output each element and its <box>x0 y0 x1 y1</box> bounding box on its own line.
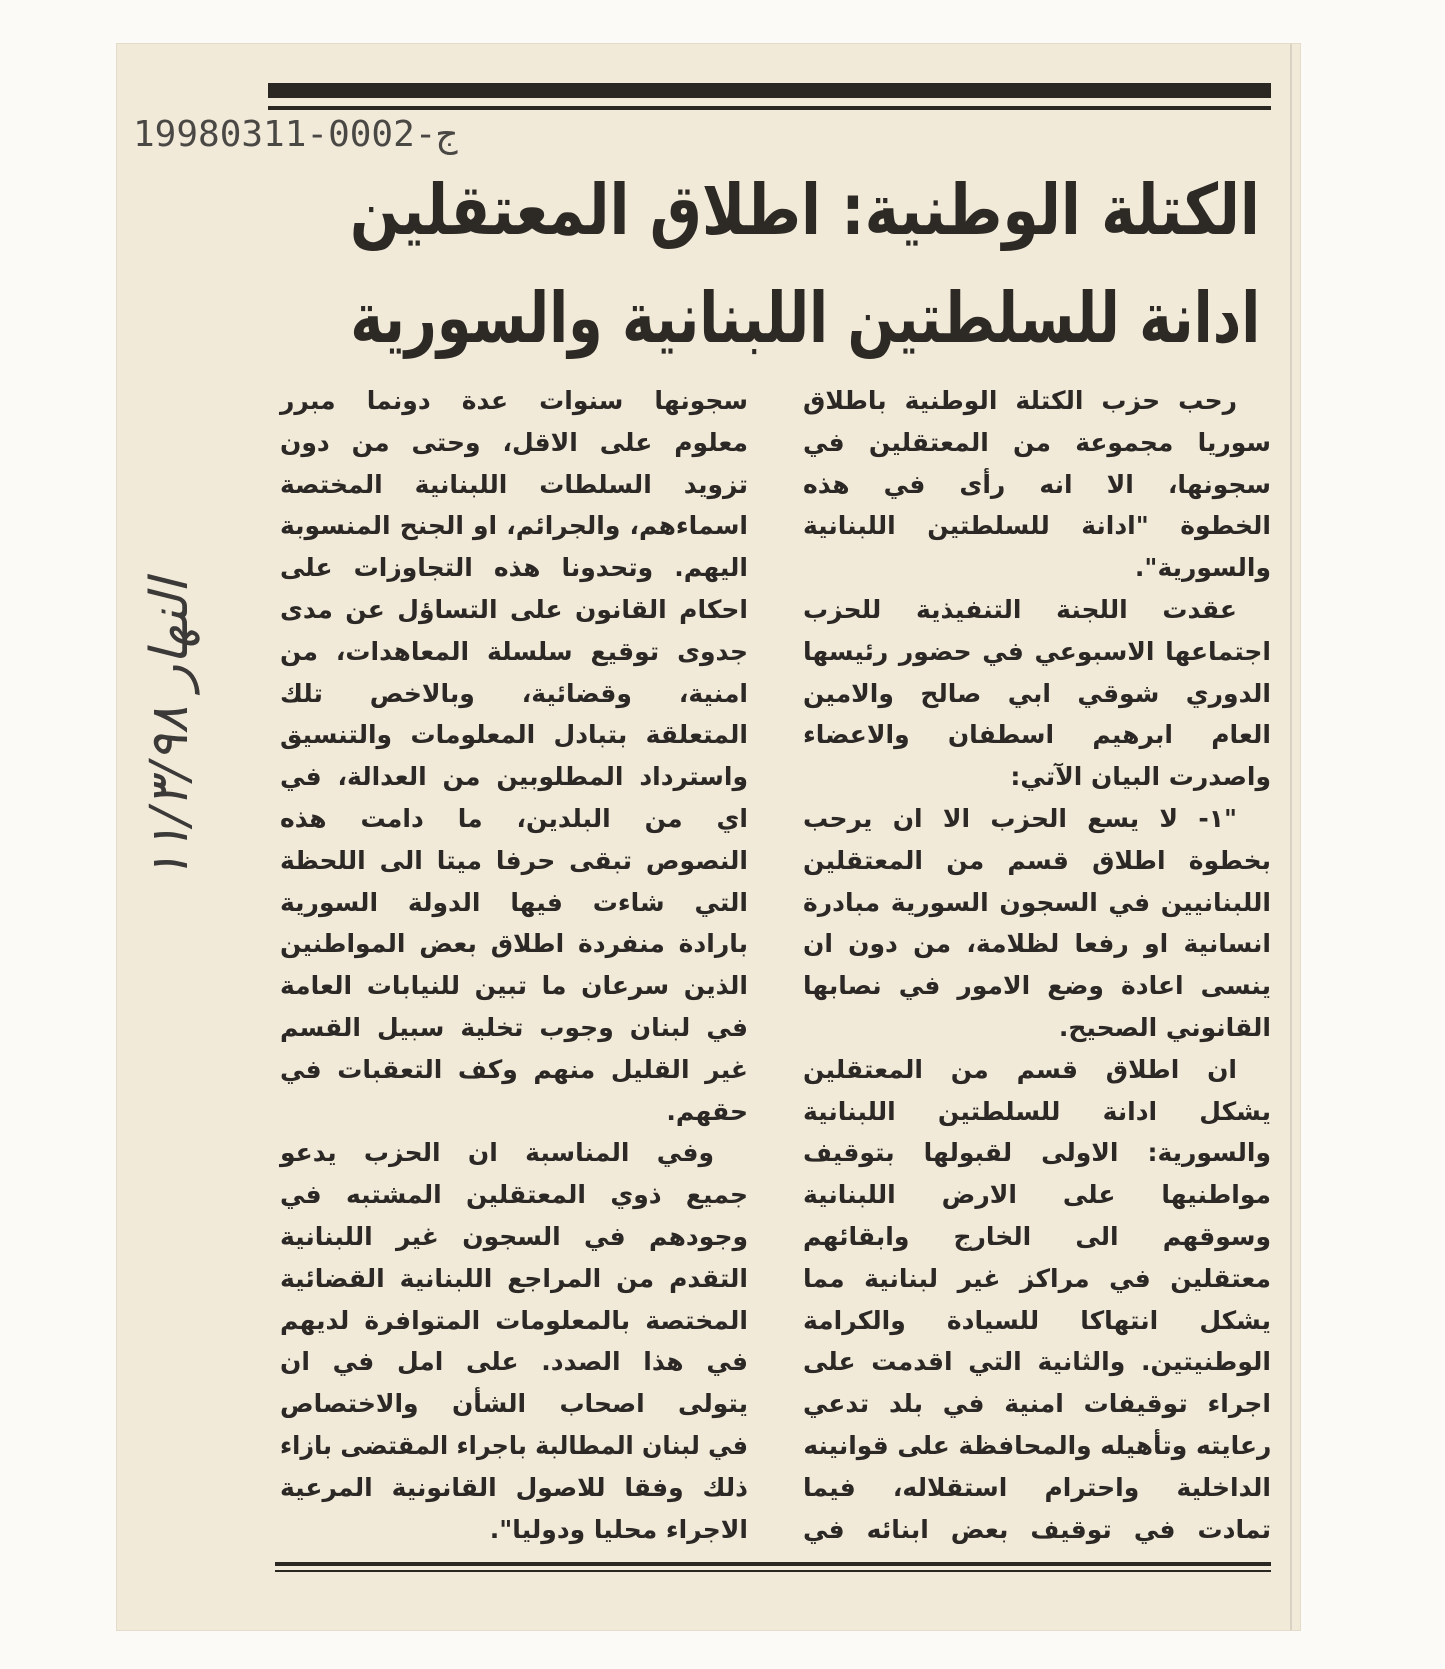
article-text-line: وسوقهم الى الخارج وابقائهم <box>803 1221 1271 1251</box>
article-text-line: جميع ذوي المعتقلين المشتبه في <box>280 1180 748 1210</box>
article-text-line: اي من البلدين، ما دامت هذه <box>280 803 748 833</box>
article-text-line: والسورية". <box>1134 553 1271 583</box>
top-rule-thin <box>268 106 1271 110</box>
article-text-line: سوريا مجموعة من المعتقلين في <box>803 427 1271 457</box>
article-text-line: والسورية: الاولى لقبولها بتوقيف <box>803 1138 1271 1168</box>
bottom-rule-thin <box>275 1570 1271 1572</box>
article-text-line: اليهم. وتحدونا هذه التجاوزات على <box>280 553 748 583</box>
article-text-line: في هذا الصدد. على امل في ان <box>280 1347 748 1377</box>
article-text-line: يتولى اصحاب الشأن والاختصاص <box>280 1389 748 1419</box>
article-text-line: تزويد السلطات اللبنانية المختصة <box>280 469 748 499</box>
article-text-line: انسانية او رفعا لظلامة، من دون ان <box>803 929 1271 959</box>
article-text-line: واسترداد المطلوبين من العدالة، في <box>280 762 748 792</box>
article-text-line: القانوني الصحيح. <box>1058 1012 1271 1042</box>
clipping-edge <box>1290 44 1292 1630</box>
article-text-line: بارادة منفردة اطلاق بعض المواطنين <box>280 929 748 959</box>
article-text-line: الخطوة "ادانة للسلطتين اللبنانية <box>803 511 1271 541</box>
article-text-line: سجونها، الا انه رأى في هذه <box>803 469 1271 499</box>
article-text-line: احكام القانون على التساؤل عن مدى <box>280 594 748 624</box>
article-text-line-content: في لبنان المطالبة باجراء المقتضى بازاء <box>279 1430 748 1460</box>
article-text-line <box>280 1425 748 1467</box>
article-column-left <box>280 380 748 1550</box>
article-column-right <box>803 380 1271 1550</box>
article-text-line: الداخلية واحترام استقلاله، فيما <box>803 1472 1271 1502</box>
article-text-line: بخطوة اطلاق قسم من المعتقلين <box>803 845 1271 875</box>
article-text-line: مواطنيها على الارض اللبنانية <box>803 1180 1271 1210</box>
article-text-line: واصدرت البيان الآتي: <box>1010 762 1271 792</box>
article-text-line: سجونها سنوات عدة دونما مبرر <box>280 386 748 415</box>
article-text-line: التي شاءت فيها الدولة السورية <box>280 887 748 917</box>
article-text-line: معتقلين في مراكز غير لبنانية مما <box>803 1263 1271 1293</box>
headline-line-1-text: الكتلة الوطنية: اطلاق المعتقلين <box>349 169 1260 251</box>
article-text-line: التقدم من المراجع اللبنانية القضائية <box>280 1263 748 1293</box>
article-text-line: اجراء توقيفات امنية في بلد تدعي <box>803 1389 1271 1419</box>
article-text-line: "١- لا يسع الحزب الا ان يرحب <box>803 803 1237 833</box>
article-text-line: اسماءهم، والجرائم، او الجنح المنسوبة <box>280 511 748 541</box>
article-text-line: رحب حزب الكتلة الوطنية باطلاق <box>803 386 1237 415</box>
article-text-line: المختصة بالمعلومات المتوافرة لديهم <box>280 1305 748 1335</box>
article-text-line: اجتماعها الاسبوعي في حضور رئيسها <box>803 636 1271 666</box>
headline-line-2-text: ادانة للسلطتين اللبنانية والسورية <box>349 277 1260 359</box>
top-rule-thick <box>268 83 1271 98</box>
article-text-line: معلوم على الاقل، وحتى من دون <box>280 427 748 457</box>
article-text-line: الوطنيتين. والثانية التي اقدمت على <box>803 1347 1271 1377</box>
headline-line-1 <box>350 160 1260 260</box>
article-text-line: الذين سرعان ما تبين للنيابات العامة <box>280 971 748 1001</box>
bottom-rule <box>275 1562 1271 1566</box>
article-text-line: حقهم. <box>666 1096 748 1126</box>
article-text-line: الاجراء محليا ودوليا". <box>489 1514 748 1544</box>
handwritten-date-note: النهار ١١/٣/٩٨ <box>140 578 200 882</box>
article-text-line: ذلك وفقا للاصول القانونية المرعية <box>280 1472 748 1502</box>
article-text-line: يشكل انتهاكا للسيادة والكرامة <box>803 1305 1271 1335</box>
article-text-line: في لبنان وجوب تخلية سبيل القسم <box>280 1012 748 1042</box>
article-text-line: النصوص تبقى حرفا ميتا الى اللحظة <box>280 845 748 875</box>
article-text-line: اللبنانيين في السجون السورية مبادرة <box>803 887 1271 917</box>
article-text-line: وفي المناسبة ان الحزب يدعو <box>280 1138 714 1168</box>
archive-number: 19980311-0002-ج <box>133 114 459 155</box>
headline-line-2 <box>350 268 1260 368</box>
article-text-line: غير القليل منهم وكف التعقبات في <box>280 1054 748 1084</box>
article-text-line: جدوى توقيع سلسلة المعاهدات، من <box>280 636 748 666</box>
article-text-line <box>803 1425 1271 1467</box>
article-text-line: امنية، وقضائية، وبالاخص تلك <box>280 678 748 708</box>
article-text-line: وجودهم في السجون غير اللبنانية <box>280 1221 748 1251</box>
article-text-line: العام ابرهيم اسطفان والاعضاء <box>803 720 1271 750</box>
article-text-line: الدوري شوقي ابي صالح والامين <box>803 678 1271 708</box>
article-text-line: يشكل ادانة للسلطتين اللبنانية <box>803 1096 1271 1126</box>
article-text-line: عقدت اللجنة التنفيذية للحزب <box>803 594 1237 624</box>
article-text-line: المتعلقة بتبادل المعلومات والتنسيق <box>280 720 748 750</box>
article-text-line: ان اطلاق قسم من المعتقلين <box>803 1054 1237 1084</box>
article-text-line: ينسى اعادة وضع الامور في نصابها <box>803 971 1271 1001</box>
article-text-line-content: رعايته وتأهيله والمحافظة على قوانينه <box>803 1430 1271 1460</box>
article-text-line: تمادت في توقيف بعض ابنائه في <box>803 1514 1271 1544</box>
